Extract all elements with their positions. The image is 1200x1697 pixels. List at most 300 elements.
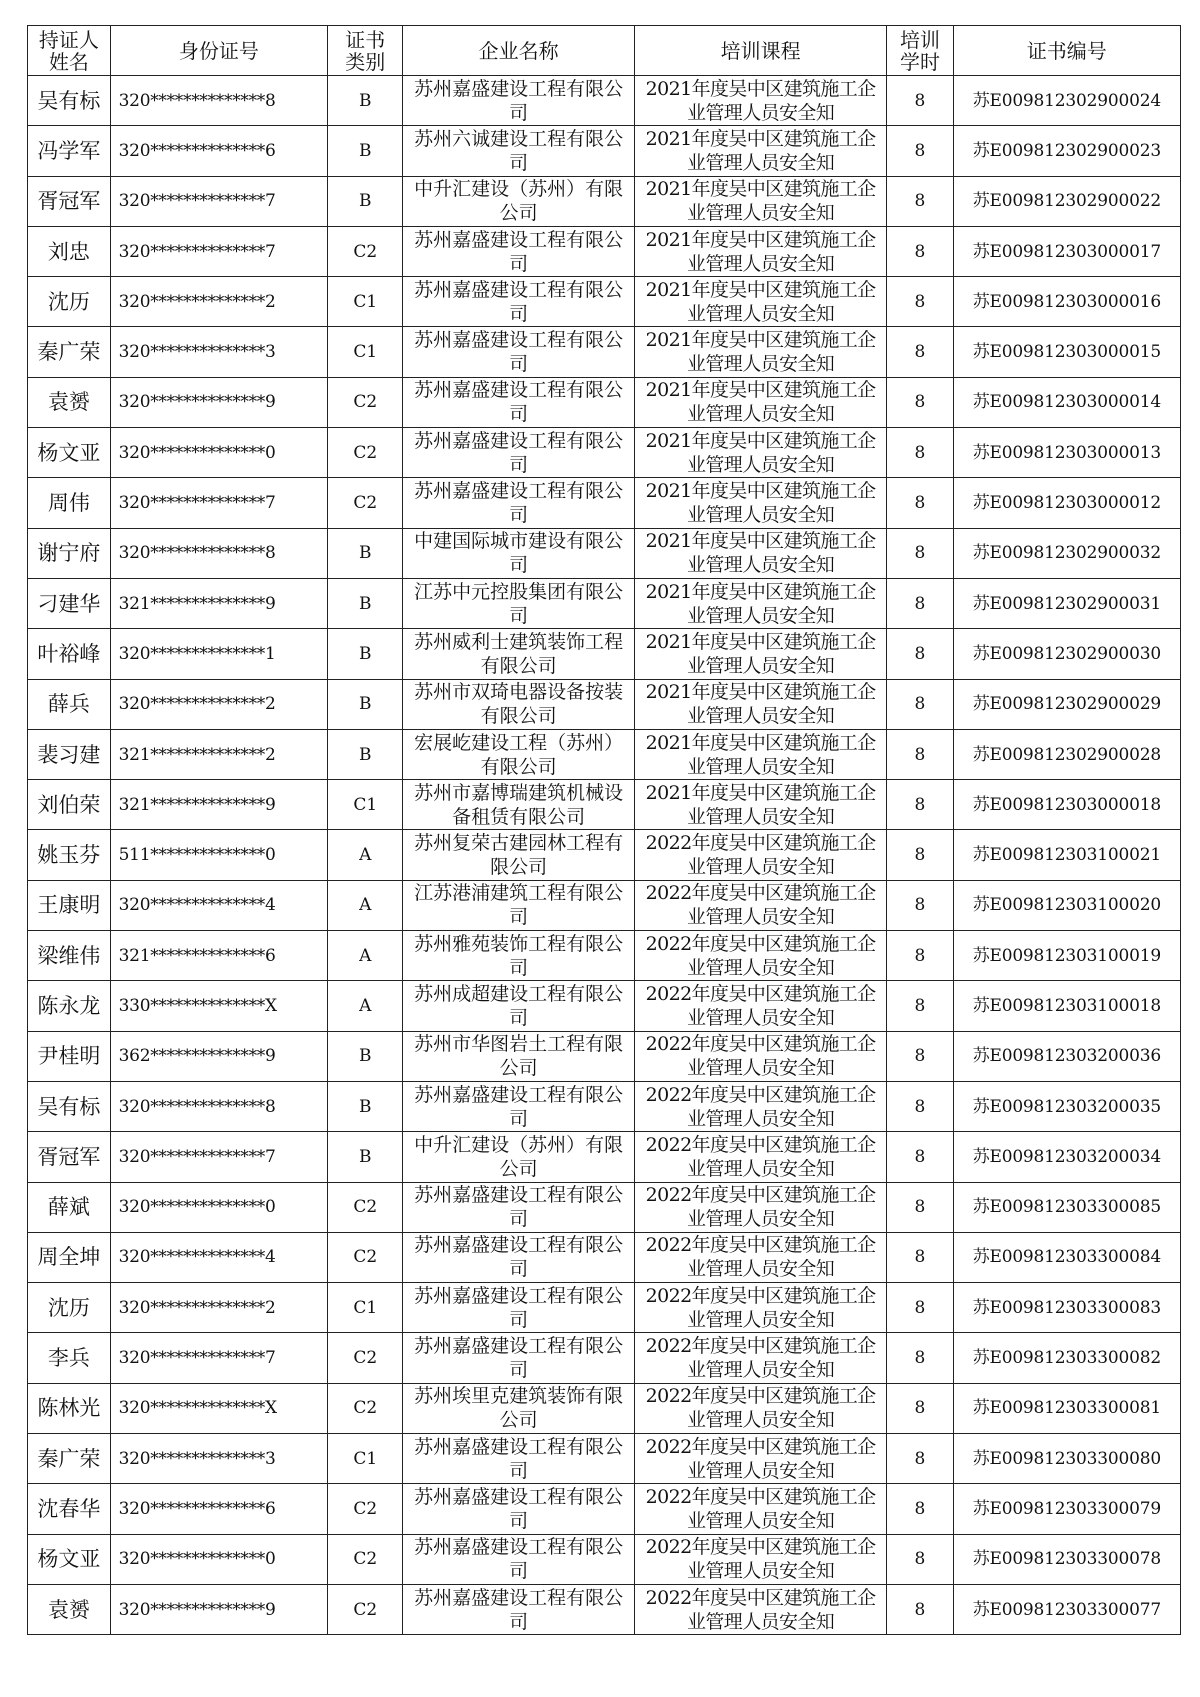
holder-name-cell: 陈永龙 bbox=[28, 981, 111, 1031]
course-cell bbox=[634, 1132, 886, 1182]
hours-cell: 8 bbox=[887, 1283, 953, 1333]
id-number-cell: 320**************6 bbox=[110, 1484, 328, 1534]
cert-type-cell: C1 bbox=[328, 327, 403, 377]
header-cert-type bbox=[328, 26, 403, 76]
header-holder-name-line1: 持证人 bbox=[38, 27, 99, 52]
course-cell bbox=[634, 377, 886, 427]
table-row bbox=[28, 1182, 1181, 1232]
header-id-number: 身份证号 bbox=[110, 26, 328, 76]
course-cell-text: 2021年度吴中区建筑施工企业管理人员安全知 bbox=[645, 731, 876, 778]
cert-number-cell: 苏E009812303000012 bbox=[953, 478, 1180, 528]
header-hours bbox=[887, 26, 953, 76]
hours-cell: 8 bbox=[887, 1182, 953, 1232]
table-row bbox=[28, 981, 1181, 1031]
course-cell bbox=[634, 578, 886, 628]
company-cell bbox=[403, 1434, 635, 1484]
cert-number-cell: 苏E009812303100020 bbox=[953, 880, 1180, 930]
company-cell-text: 苏州威利士建筑装饰工程有限公司 bbox=[414, 630, 624, 677]
cert-number-cell: 苏E009812302900029 bbox=[953, 679, 1180, 729]
company-cell bbox=[403, 377, 635, 427]
holder-name-cell: 尹桂明 bbox=[28, 1031, 111, 1081]
course-cell-text: 2022年度吴中区建筑施工企业管理人员安全知 bbox=[645, 882, 876, 929]
company-cell bbox=[403, 176, 635, 226]
course-cell-text: 2021年度吴中区建筑施工企业管理人员安全知 bbox=[645, 228, 876, 275]
cert-number-cell: 苏E009812303300084 bbox=[953, 1232, 1180, 1282]
cert-number-cell: 苏E009812303100018 bbox=[953, 981, 1180, 1031]
table-row bbox=[28, 1132, 1181, 1182]
id-number-cell: 320**************4 bbox=[110, 1232, 328, 1282]
course-cell-text: 2022年度吴中区建筑施工企业管理人员安全知 bbox=[645, 982, 876, 1029]
id-number-cell: 320**************7 bbox=[110, 1132, 328, 1182]
table-row bbox=[28, 1283, 1181, 1333]
holder-name-cell: 裴习建 bbox=[28, 729, 111, 779]
cert-number-cell: 苏E009812302900031 bbox=[953, 578, 1180, 628]
course-cell-text: 2022年度吴中区建筑施工企业管理人员安全知 bbox=[645, 1284, 876, 1331]
course-cell-text: 2021年度吴中区建筑施工企业管理人员安全知 bbox=[645, 329, 876, 376]
cert-number-cell: 苏E009812302900023 bbox=[953, 126, 1180, 176]
cert-number-cell: 苏E009812303300083 bbox=[953, 1283, 1180, 1333]
company-cell bbox=[403, 629, 635, 679]
header-company: 企业名称 bbox=[403, 26, 635, 76]
cert-number-cell: 苏E009812303000015 bbox=[953, 327, 1180, 377]
hours-cell: 8 bbox=[887, 679, 953, 729]
course-cell bbox=[634, 1081, 886, 1131]
company-cell-text: 苏州嘉盛建设工程有限公司 bbox=[414, 77, 624, 124]
course-cell bbox=[634, 1534, 886, 1584]
course-cell-text: 2022年度吴中区建筑施工企业管理人员安全知 bbox=[645, 932, 876, 979]
course-cell-text: 2021年度吴中区建筑施工企业管理人员安全知 bbox=[645, 580, 876, 627]
course-cell-text: 2022年度吴中区建筑施工企业管理人员安全知 bbox=[645, 1033, 876, 1080]
course-cell-text: 2021年度吴中区建筑施工企业管理人员安全知 bbox=[645, 530, 876, 577]
header-cert-type-line1: 证书 bbox=[345, 27, 386, 52]
cert-number-cell: 苏E009812303300081 bbox=[953, 1383, 1180, 1433]
course-cell bbox=[634, 126, 886, 176]
holder-name-cell: 秦广荣 bbox=[28, 1434, 111, 1484]
hours-cell: 8 bbox=[887, 931, 953, 981]
course-cell bbox=[634, 679, 886, 729]
holder-name-cell: 杨文亚 bbox=[28, 428, 111, 478]
table-row bbox=[28, 1534, 1181, 1584]
cert-type-cell: B bbox=[328, 126, 403, 176]
cert-type-cell: C2 bbox=[328, 1333, 403, 1383]
certificate-table bbox=[27, 25, 1181, 1635]
cert-type-cell: C2 bbox=[328, 377, 403, 427]
company-cell-text: 苏州嘉盛建设工程有限公司 bbox=[414, 480, 624, 527]
id-number-cell: 321**************9 bbox=[110, 578, 328, 628]
id-number-cell: 320**************4 bbox=[110, 880, 328, 930]
course-cell-text: 2022年度吴中区建筑施工企业管理人员安全知 bbox=[645, 1586, 876, 1633]
cert-type-cell: C2 bbox=[328, 1232, 403, 1282]
company-cell-text: 苏州复荣古建园林工程有限公司 bbox=[414, 832, 624, 879]
id-number-cell: 320**************3 bbox=[110, 1434, 328, 1484]
hours-cell: 8 bbox=[887, 176, 953, 226]
id-number-cell: 320**************7 bbox=[110, 1333, 328, 1383]
id-number-cell: 320**************0 bbox=[110, 1182, 328, 1232]
course-cell-text: 2021年度吴中区建筑施工企业管理人员安全知 bbox=[645, 630, 876, 677]
course-cell-text: 2022年度吴中区建筑施工企业管理人员安全知 bbox=[645, 1133, 876, 1180]
holder-name-cell: 刁建华 bbox=[28, 578, 111, 628]
company-cell bbox=[403, 780, 635, 830]
holder-name-cell: 袁赟 bbox=[28, 377, 111, 427]
cert-number-cell: 苏E009812303300082 bbox=[953, 1333, 1180, 1383]
id-number-cell: 320**************2 bbox=[110, 679, 328, 729]
company-cell bbox=[403, 226, 635, 276]
company-cell bbox=[403, 1182, 635, 1232]
cert-number-cell: 苏E009812302900032 bbox=[953, 528, 1180, 578]
cert-number-cell: 苏E009812302900024 bbox=[953, 76, 1180, 126]
table-row bbox=[28, 578, 1181, 628]
course-cell bbox=[634, 1333, 886, 1383]
table-row bbox=[28, 1081, 1181, 1131]
table-row bbox=[28, 377, 1181, 427]
hours-cell: 8 bbox=[887, 226, 953, 276]
hours-cell: 8 bbox=[887, 1333, 953, 1383]
table-row bbox=[28, 277, 1181, 327]
course-cell-text: 2021年度吴中区建筑施工企业管理人员安全知 bbox=[645, 127, 876, 174]
course-cell bbox=[634, 327, 886, 377]
header-course: 培训课程 bbox=[634, 26, 886, 76]
hours-cell: 8 bbox=[887, 830, 953, 880]
header-cert-type-line2: 类别 bbox=[345, 49, 386, 74]
hours-cell: 8 bbox=[887, 729, 953, 779]
course-cell bbox=[634, 1232, 886, 1282]
header-holder-name bbox=[28, 26, 111, 76]
course-cell bbox=[634, 830, 886, 880]
course-cell-text: 2022年度吴中区建筑施工企业管理人员安全知 bbox=[645, 1234, 876, 1281]
hours-cell: 8 bbox=[887, 126, 953, 176]
company-cell-text: 苏州六诚建设工程有限公司 bbox=[414, 127, 624, 174]
company-cell bbox=[403, 1232, 635, 1282]
course-cell bbox=[634, 277, 886, 327]
company-cell bbox=[403, 126, 635, 176]
holder-name-cell: 李兵 bbox=[28, 1333, 111, 1383]
holder-name-cell: 谢宁府 bbox=[28, 528, 111, 578]
company-cell-text: 苏州嘉盛建设工程有限公司 bbox=[414, 1083, 624, 1130]
company-cell bbox=[403, 528, 635, 578]
table-row bbox=[28, 1333, 1181, 1383]
cert-type-cell: B bbox=[328, 76, 403, 126]
cert-number-cell: 苏E009812303000018 bbox=[953, 780, 1180, 830]
table-row bbox=[28, 1383, 1181, 1433]
hours-cell: 8 bbox=[887, 629, 953, 679]
company-cell bbox=[403, 981, 635, 1031]
course-cell-text: 2021年度吴中区建筑施工企业管理人员安全知 bbox=[645, 278, 876, 325]
company-cell-text: 苏州嘉盛建设工程有限公司 bbox=[414, 278, 624, 325]
company-cell bbox=[403, 729, 635, 779]
cert-number-cell: 苏E009812303200035 bbox=[953, 1081, 1180, 1131]
holder-name-cell: 刘忠 bbox=[28, 226, 111, 276]
hours-cell: 8 bbox=[887, 1132, 953, 1182]
course-cell bbox=[634, 729, 886, 779]
course-cell-text: 2022年度吴中区建筑施工企业管理人员安全知 bbox=[645, 1184, 876, 1231]
cert-number-cell: 苏E009812303000013 bbox=[953, 428, 1180, 478]
course-cell bbox=[634, 981, 886, 1031]
company-cell-text: 苏州嘉盛建设工程有限公司 bbox=[414, 1485, 624, 1532]
course-cell bbox=[634, 1182, 886, 1232]
cert-type-cell: B bbox=[328, 528, 403, 578]
company-cell-text: 苏州嘉盛建设工程有限公司 bbox=[414, 228, 624, 275]
table-row bbox=[28, 679, 1181, 729]
cert-type-cell: C1 bbox=[328, 277, 403, 327]
hours-cell: 8 bbox=[887, 76, 953, 126]
cert-type-cell: C2 bbox=[328, 1383, 403, 1433]
header-cert-number: 证书编号 bbox=[953, 26, 1180, 76]
id-number-cell: 321**************6 bbox=[110, 931, 328, 981]
hours-cell: 8 bbox=[887, 1584, 953, 1634]
cert-type-cell: C2 bbox=[328, 1182, 403, 1232]
hours-cell: 8 bbox=[887, 428, 953, 478]
id-number-cell: 320**************7 bbox=[110, 176, 328, 226]
hours-cell: 8 bbox=[887, 1383, 953, 1433]
cert-number-cell: 苏E009812303000017 bbox=[953, 226, 1180, 276]
company-cell bbox=[403, 277, 635, 327]
table-row bbox=[28, 1031, 1181, 1081]
cert-type-cell: C2 bbox=[328, 226, 403, 276]
cert-type-cell: B bbox=[328, 679, 403, 729]
id-number-cell: 320**************9 bbox=[110, 377, 328, 427]
cert-number-cell: 苏E009812302900022 bbox=[953, 176, 1180, 226]
hours-cell: 8 bbox=[887, 478, 953, 528]
table-row bbox=[28, 478, 1181, 528]
holder-name-cell: 陈林光 bbox=[28, 1383, 111, 1433]
company-cell-text: 苏州嘉盛建设工程有限公司 bbox=[414, 1586, 624, 1633]
table-row bbox=[28, 1584, 1181, 1634]
course-cell-text: 2022年度吴中区建筑施工企业管理人员安全知 bbox=[645, 1536, 876, 1583]
id-number-cell: 320**************8 bbox=[110, 528, 328, 578]
hours-cell: 8 bbox=[887, 1081, 953, 1131]
holder-name-cell: 沈历 bbox=[28, 1283, 111, 1333]
holder-name-cell: 袁赟 bbox=[28, 1584, 111, 1634]
cert-type-cell: B bbox=[328, 176, 403, 226]
id-number-cell: 320**************9 bbox=[110, 1584, 328, 1634]
company-cell-text: 苏州嘉盛建设工程有限公司 bbox=[414, 379, 624, 426]
holder-name-cell: 周伟 bbox=[28, 478, 111, 528]
id-number-cell: 320**************3 bbox=[110, 327, 328, 377]
company-cell-text: 宏展屹建设工程（苏州）有限公司 bbox=[414, 731, 624, 778]
table-row bbox=[28, 428, 1181, 478]
cert-type-cell: A bbox=[328, 981, 403, 1031]
company-cell bbox=[403, 1132, 635, 1182]
company-cell-text: 苏州嘉盛建设工程有限公司 bbox=[414, 1234, 624, 1281]
hours-cell: 8 bbox=[887, 1434, 953, 1484]
id-number-cell: 320**************8 bbox=[110, 76, 328, 126]
table-row bbox=[28, 830, 1181, 880]
holder-name-cell: 叶裕峰 bbox=[28, 629, 111, 679]
holder-name-cell: 沈春华 bbox=[28, 1484, 111, 1534]
course-cell-text: 2021年度吴中区建筑施工企业管理人员安全知 bbox=[645, 480, 876, 527]
company-cell-text: 苏州市华图岩土工程有限公司 bbox=[414, 1033, 624, 1080]
company-cell bbox=[403, 76, 635, 126]
course-cell bbox=[634, 478, 886, 528]
course-cell-text: 2021年度吴中区建筑施工企业管理人员安全知 bbox=[645, 379, 876, 426]
id-number-cell: 511**************0 bbox=[110, 830, 328, 880]
holder-name-cell: 姚玉芬 bbox=[28, 830, 111, 880]
holder-name-cell: 刘伯荣 bbox=[28, 780, 111, 830]
company-cell bbox=[403, 578, 635, 628]
cert-type-cell: C1 bbox=[328, 780, 403, 830]
course-cell-text: 2021年度吴中区建筑施工企业管理人员安全知 bbox=[645, 178, 876, 225]
company-cell-text: 苏州市嘉博瑞建筑机械设备租赁有限公司 bbox=[414, 781, 624, 828]
company-cell bbox=[403, 1584, 635, 1634]
company-cell bbox=[403, 327, 635, 377]
cert-type-cell: B bbox=[328, 629, 403, 679]
company-cell bbox=[403, 1081, 635, 1131]
company-cell bbox=[403, 1534, 635, 1584]
company-cell bbox=[403, 428, 635, 478]
header-row bbox=[28, 26, 1181, 76]
cert-type-cell: C1 bbox=[328, 1283, 403, 1333]
cert-type-cell: C2 bbox=[328, 478, 403, 528]
cert-type-cell: A bbox=[328, 880, 403, 930]
cert-number-cell: 苏E009812303300077 bbox=[953, 1584, 1180, 1634]
company-cell-text: 苏州嘉盛建设工程有限公司 bbox=[414, 329, 624, 376]
course-cell-text: 2021年度吴中区建筑施工企业管理人员安全知 bbox=[645, 429, 876, 476]
course-cell bbox=[634, 1484, 886, 1534]
cert-number-cell: 苏E009812303200036 bbox=[953, 1031, 1180, 1081]
cert-number-cell: 苏E009812303300080 bbox=[953, 1434, 1180, 1484]
cert-number-cell: 苏E009812302900030 bbox=[953, 629, 1180, 679]
id-number-cell: 321**************9 bbox=[110, 780, 328, 830]
header-hours-line1: 培训 bbox=[899, 27, 940, 52]
company-cell-text: 苏州嘉盛建设工程有限公司 bbox=[414, 1335, 624, 1382]
table-row bbox=[28, 1434, 1181, 1484]
id-number-cell: 320**************6 bbox=[110, 126, 328, 176]
id-number-cell: 320**************1 bbox=[110, 629, 328, 679]
course-cell bbox=[634, 1031, 886, 1081]
company-cell bbox=[403, 1283, 635, 1333]
company-cell-text: 江苏港浦建筑工程有限公司 bbox=[414, 882, 624, 929]
company-cell-text: 苏州嘉盛建设工程有限公司 bbox=[414, 429, 624, 476]
id-number-cell: 320**************0 bbox=[110, 428, 328, 478]
holder-name-cell: 薛兵 bbox=[28, 679, 111, 729]
course-cell bbox=[634, 780, 886, 830]
cert-number-cell: 苏E009812303200034 bbox=[953, 1132, 1180, 1182]
id-number-cell: 362**************9 bbox=[110, 1031, 328, 1081]
holder-name-cell: 吴有标 bbox=[28, 1081, 111, 1131]
hours-cell: 8 bbox=[887, 1031, 953, 1081]
header-holder-name-line2: 姓名 bbox=[48, 49, 89, 74]
hours-cell: 8 bbox=[887, 880, 953, 930]
holder-name-cell: 沈历 bbox=[28, 277, 111, 327]
company-cell-text: 苏州嘉盛建设工程有限公司 bbox=[414, 1536, 624, 1583]
cert-type-cell: A bbox=[328, 830, 403, 880]
cert-type-cell: B bbox=[328, 578, 403, 628]
id-number-cell: 320**************7 bbox=[110, 478, 328, 528]
cert-number-cell: 苏E009812303300078 bbox=[953, 1534, 1180, 1584]
company-cell-text: 中升汇建设（苏州）有限公司 bbox=[414, 1133, 624, 1180]
cert-type-cell: B bbox=[328, 1081, 403, 1131]
hours-cell: 8 bbox=[887, 277, 953, 327]
course-cell-text: 2022年度吴中区建筑施工企业管理人员安全知 bbox=[645, 1083, 876, 1130]
company-cell bbox=[403, 478, 635, 528]
cert-type-cell: C2 bbox=[328, 1534, 403, 1584]
cert-number-cell: 苏E009812303100021 bbox=[953, 830, 1180, 880]
table-row bbox=[28, 1232, 1181, 1282]
course-cell bbox=[634, 428, 886, 478]
course-cell bbox=[634, 1434, 886, 1484]
table-row bbox=[28, 176, 1181, 226]
course-cell-text: 2022年度吴中区建筑施工企业管理人员安全知 bbox=[645, 1385, 876, 1432]
hours-cell: 8 bbox=[887, 981, 953, 1031]
company-cell bbox=[403, 931, 635, 981]
company-cell-text: 苏州嘉盛建设工程有限公司 bbox=[414, 1435, 624, 1482]
company-cell bbox=[403, 679, 635, 729]
header-hours-line2: 学时 bbox=[899, 49, 940, 74]
cert-number-cell: 苏E009812302900028 bbox=[953, 729, 1180, 779]
holder-name-cell: 薛斌 bbox=[28, 1182, 111, 1232]
id-number-cell: 320**************2 bbox=[110, 1283, 328, 1333]
id-number-cell: 320**************8 bbox=[110, 1081, 328, 1131]
id-number-cell: 320**************2 bbox=[110, 277, 328, 327]
table-row bbox=[28, 76, 1181, 126]
company-cell-text: 苏州埃里克建筑装饰有限公司 bbox=[414, 1385, 624, 1432]
holder-name-cell: 王康明 bbox=[28, 880, 111, 930]
holder-name-cell: 梁维伟 bbox=[28, 931, 111, 981]
hours-cell: 8 bbox=[887, 1232, 953, 1282]
company-cell-text: 中升汇建设（苏州）有限公司 bbox=[414, 178, 624, 225]
table-row bbox=[28, 629, 1181, 679]
hours-cell: 8 bbox=[887, 1534, 953, 1584]
course-cell-text: 2022年度吴中区建筑施工企业管理人员安全知 bbox=[645, 1335, 876, 1382]
hours-cell: 8 bbox=[887, 1484, 953, 1534]
course-cell bbox=[634, 1584, 886, 1634]
table-body bbox=[28, 76, 1181, 1635]
course-cell bbox=[634, 880, 886, 930]
course-cell bbox=[634, 226, 886, 276]
cert-type-cell: C2 bbox=[328, 1484, 403, 1534]
company-cell-text: 苏州市双琦电器设备按装有限公司 bbox=[414, 681, 624, 728]
holder-name-cell: 周全坤 bbox=[28, 1232, 111, 1282]
course-cell bbox=[634, 528, 886, 578]
hours-cell: 8 bbox=[887, 578, 953, 628]
course-cell bbox=[634, 76, 886, 126]
cert-type-cell: C2 bbox=[328, 428, 403, 478]
hours-cell: 8 bbox=[887, 327, 953, 377]
company-cell bbox=[403, 1031, 635, 1081]
holder-name-cell: 胥冠军 bbox=[28, 1132, 111, 1182]
cert-number-cell: 苏E009812303100019 bbox=[953, 931, 1180, 981]
holder-name-cell: 秦广荣 bbox=[28, 327, 111, 377]
table-row bbox=[28, 1484, 1181, 1534]
cert-type-cell: C1 bbox=[328, 1434, 403, 1484]
course-cell bbox=[634, 176, 886, 226]
course-cell bbox=[634, 629, 886, 679]
table-row bbox=[28, 528, 1181, 578]
company-cell-text: 中建国际城市建设有限公司 bbox=[414, 530, 624, 577]
cert-number-cell: 苏E009812303000016 bbox=[953, 277, 1180, 327]
id-number-cell: 320**************X bbox=[110, 1383, 328, 1433]
id-number-cell: 321**************2 bbox=[110, 729, 328, 779]
hours-cell: 8 bbox=[887, 528, 953, 578]
cert-type-cell: B bbox=[328, 729, 403, 779]
company-cell-text: 苏州嘉盛建设工程有限公司 bbox=[414, 1184, 624, 1231]
course-cell bbox=[634, 931, 886, 981]
company-cell bbox=[403, 1333, 635, 1383]
cert-number-cell: 苏E009812303000014 bbox=[953, 377, 1180, 427]
cert-type-cell: B bbox=[328, 1132, 403, 1182]
course-cell-text: 2022年度吴中区建筑施工企业管理人员安全知 bbox=[645, 832, 876, 879]
cert-type-cell: A bbox=[328, 931, 403, 981]
company-cell bbox=[403, 830, 635, 880]
cert-type-cell: B bbox=[328, 1031, 403, 1081]
course-cell-text: 2021年度吴中区建筑施工企业管理人员安全知 bbox=[645, 77, 876, 124]
table-row bbox=[28, 126, 1181, 176]
holder-name-cell: 杨文亚 bbox=[28, 1534, 111, 1584]
holder-name-cell: 冯学军 bbox=[28, 126, 111, 176]
table-row bbox=[28, 729, 1181, 779]
table-row bbox=[28, 931, 1181, 981]
company-cell bbox=[403, 1383, 635, 1433]
